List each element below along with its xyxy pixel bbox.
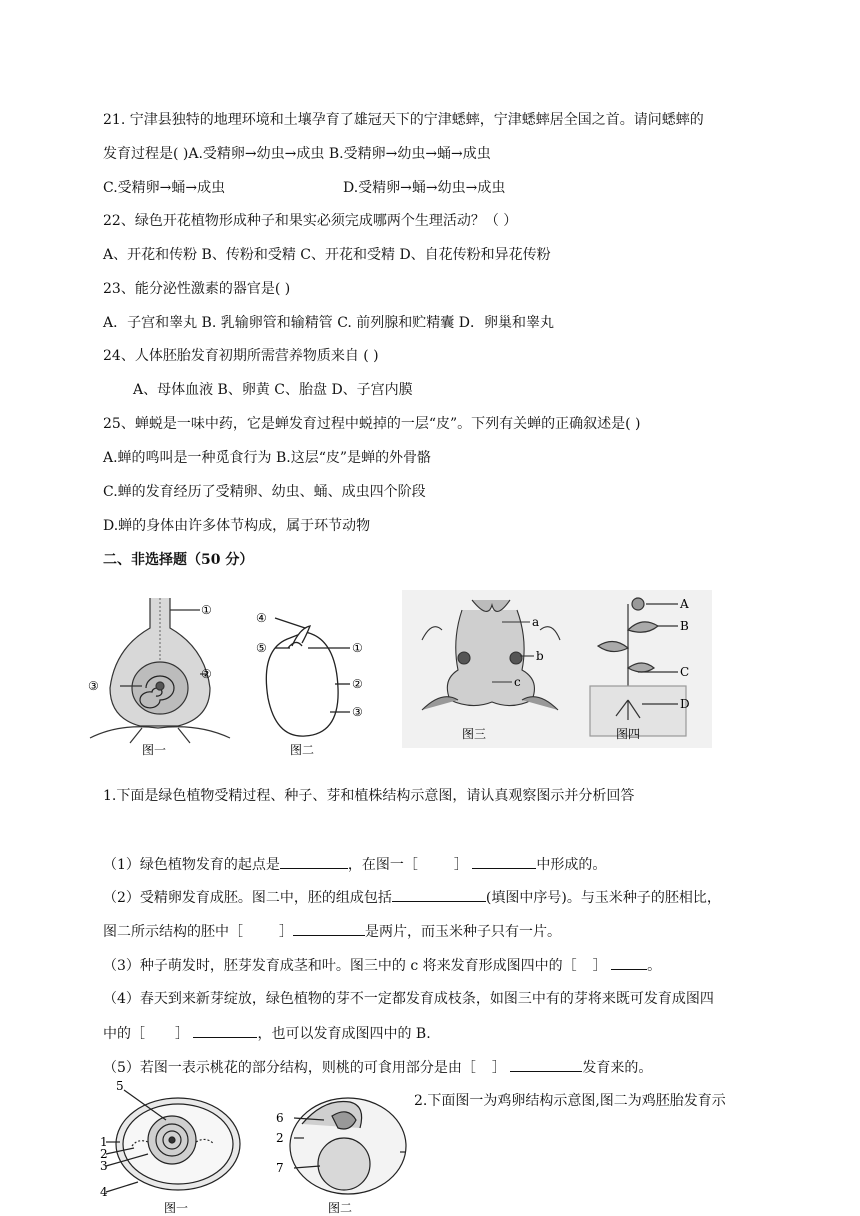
q2-intro: 2.下面图一为鸡卵结构示意图,图二为鸡胚胎发育示 — [414, 1093, 726, 1109]
q1-p3-text-b: ］ — [592, 958, 607, 974]
fig1-label-1: ① — [201, 603, 212, 617]
fig1-label-3: ③ — [88, 679, 99, 693]
blank-1-1[interactable] — [280, 854, 348, 869]
q1-part2-cont — [103, 921, 561, 942]
figure-row-top-right — [402, 590, 712, 748]
fig2-label-3: ③ — [352, 705, 363, 719]
egg1-label-1: 1 — [100, 1135, 108, 1149]
q1-p2-text-c: 图二所示结构的胚中［ — [103, 924, 243, 940]
q22-options: A、开花和传粉 B、传粉和受精 C、开花和受精 D、自花传粉和异花传粉 — [103, 247, 551, 263]
q1-p5-text-b: ］ — [491, 1060, 506, 1076]
figure-row-top — [80, 588, 380, 758]
q1-part4-cont — [103, 1023, 431, 1044]
fig2-label-4: ④ — [256, 611, 267, 625]
q22-stem: 22、绿色开花植物形成种子和果实必须完成哪两个生理活动？（ ） — [103, 213, 518, 229]
figure-row-bottom — [98, 1080, 408, 1216]
fig2-label-2: ② — [352, 677, 363, 691]
blank-5-1[interactable] — [510, 1057, 582, 1072]
fig3-fig4-diagrams — [402, 590, 712, 748]
blank-1-2[interactable] — [472, 854, 536, 869]
q1-part1 — [103, 854, 606, 875]
q1-p5-text-c: 发育来的。 — [582, 1060, 653, 1076]
fig2-label-1: ① — [352, 641, 363, 655]
fig1-label-2: ② — [201, 667, 212, 681]
fig4-caption: 图四 — [616, 727, 641, 741]
egg1-label-5: 5 — [116, 1080, 124, 1093]
fig1-fig2-diagrams — [80, 588, 380, 758]
q24-stem: 24、人体胚胎发育初期所需营养物质来自 ( ) — [103, 348, 379, 364]
egg2-label-2: 2 — [276, 1131, 284, 1145]
section-title: 二、非选择题（50 分） — [103, 552, 254, 568]
egg-diagrams — [98, 1080, 408, 1216]
q23-stem: 23、能分泌性激素的器官是( ) — [103, 281, 291, 297]
q1-p2-text-b: (填图中序号)。与玉米种子的胚相比， — [485, 890, 721, 906]
q23-options: A．子宫和睾丸 B. 乳输卵管和输精管 C. 前列腺和贮精囊 D．卵巢和睾丸 — [103, 315, 554, 331]
q1-p4-text-d: ，也可以发育成图四中的 B. — [257, 1026, 431, 1042]
blank-3-1[interactable] — [611, 955, 647, 970]
egg1-label-3: 3 — [100, 1159, 108, 1173]
blank-2-2[interactable] — [293, 921, 365, 936]
q1-part2 — [103, 887, 721, 908]
q1-intro: 1.下面是绿色植物受精过程、种子、芽和植株结构示意图，请认真观察图示并分析回答 — [103, 788, 635, 804]
q1-p2-text-d: ］ — [279, 924, 293, 940]
blank-2-1[interactable] — [392, 887, 486, 902]
egg2-caption: 图二 — [328, 1201, 353, 1215]
fig4-label-d: D — [680, 697, 690, 711]
egg2-label-6: 6 — [276, 1111, 284, 1125]
q25-option-d: D.蝉的身体由许多体节构成，属于环节动物 — [103, 518, 371, 534]
fig3-label-c: c — [514, 675, 521, 689]
fig3-caption: 图三 — [462, 727, 487, 741]
q25-option-ab: A.蝉的鸣叫是一种觅食行为 B.这层“皮”是蝉的外骨骼 — [103, 450, 432, 466]
egg1-label-2: 2 — [100, 1147, 108, 1161]
q24-options: A、母体血液 B、卵黄 C、胎盘 D、子宫内膜 — [133, 382, 413, 398]
egg2-label-7: 7 — [276, 1161, 284, 1175]
q1-p3-text-a: （3）种子萌发时，胚芽发育成茎和叶。图三中的 c 将来发育形成图四中的［ — [103, 958, 577, 974]
fig4-label-c: C — [680, 665, 690, 679]
q21-line2: 发育过程是( )A.受精卵→幼虫→成虫 B.受精卵→幼虫→蛹→成虫 — [103, 146, 491, 162]
fig4-label-b: B — [680, 619, 689, 633]
q1-p2-text-e: 是两片，而玉米种子只有一片。 — [365, 924, 561, 940]
fig2-label-5: ⑤ — [256, 641, 267, 655]
q1-p1-text-d: 中形成的。 — [536, 857, 607, 873]
egg1-caption: 图一 — [164, 1201, 189, 1215]
q21-line1: 21. 宁津县独特的地理环境和土壤孕育了雄冠天下的宁津蟋蟀，宁津蟋蟀居全国之首。请问蟋蟀的 — [103, 112, 704, 128]
q1-p3-text-c: 。 — [647, 958, 662, 974]
fig1-caption: 图一 — [142, 743, 167, 757]
q1-p5-text-a: （5）若图一表示桃花的部分结构，则桃的可食用部分是由［ — [103, 1060, 476, 1076]
blank-4-1[interactable] — [193, 1023, 257, 1038]
q1-p1-text-b: ，在图一［ — [347, 857, 418, 873]
q21-option-d: D.受精卵→蛹→幼虫→成虫 — [343, 180, 506, 196]
q1-part5 — [103, 1057, 652, 1078]
q1-p2-text-a: （2）受精卵发育成胚。图二中，胚的组成包括 — [103, 890, 392, 906]
q1-part3 — [103, 955, 661, 976]
q25-stem: 25、蝉蜕是一味中药，它是蝉发育过程中蜕掉的一层“皮”。下列有关蝉的正确叙述是( ) — [103, 416, 641, 432]
q25-option-c: C.蝉的发育经历了受精卵、幼虫、蛹、成虫四个阶段 — [103, 484, 426, 500]
q21-option-c: C.受精卵→蛹→成虫 — [103, 180, 226, 196]
egg1-label-4: 4 — [100, 1185, 108, 1199]
fig4-label-a: A — [680, 597, 689, 611]
q1-part4: （4）春天到来新芽绽放，绿色植物的芽不一定都发育成枝条，如图三中有的芽将来既可发育成图四 — [103, 991, 714, 1007]
q1-p1-text-a: （1）绿色植物发育的起点是 — [103, 857, 280, 873]
fig2-caption: 图二 — [290, 743, 315, 757]
q1-p1-text-c: ］ — [453, 857, 468, 873]
fig3-label-b: b — [536, 649, 544, 663]
q1-p4-text-c: ］ — [175, 1026, 189, 1042]
fig3-label-a: a — [532, 615, 540, 629]
q1-p4-text-b: 中的［ — [103, 1026, 145, 1042]
